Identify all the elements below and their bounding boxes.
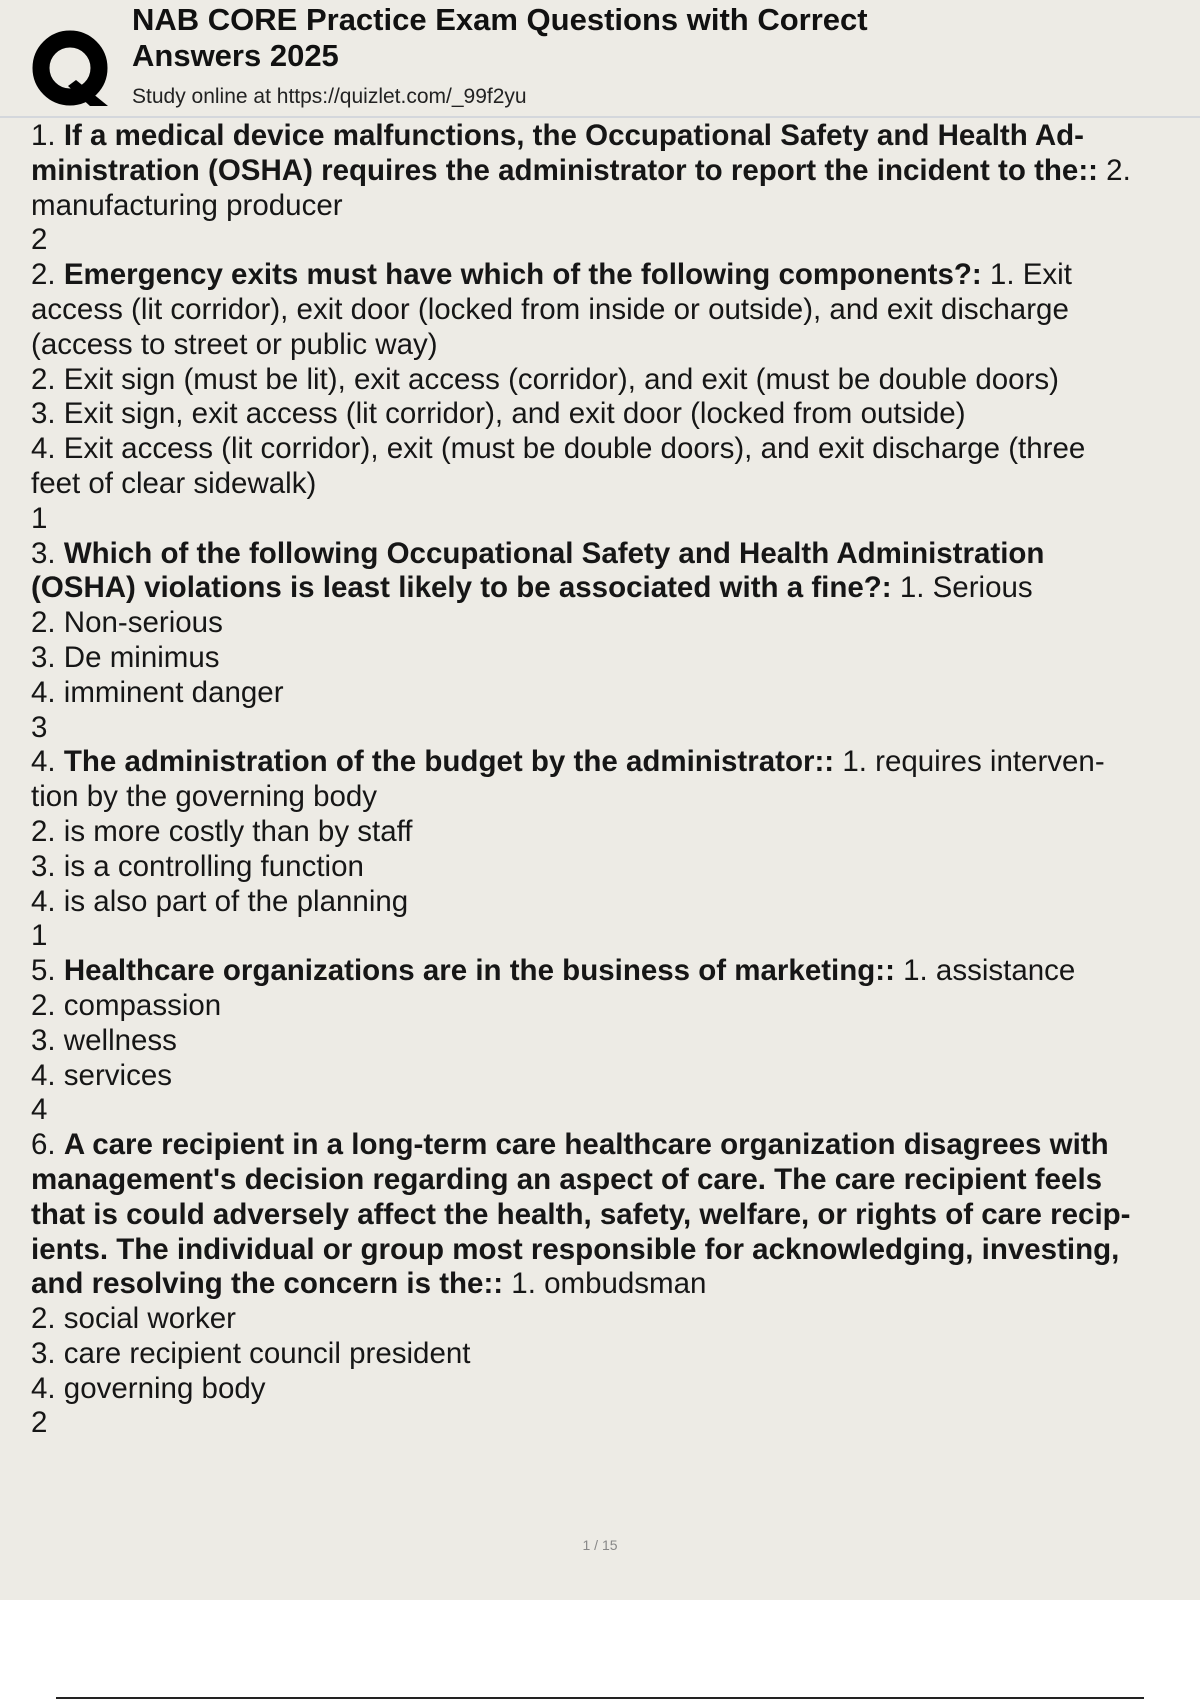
- answer-text: 1: [31, 919, 48, 953]
- answer-text: 4.: [31, 745, 64, 779]
- text-line: [31, 1406, 1200, 1441]
- answer-text: 2: [31, 223, 48, 257]
- text-line: [31, 954, 1200, 989]
- question-text: and resolving the concern is the::: [31, 1267, 504, 1301]
- question-text: that is could adversely affect the health, safety, welfare, or rights of care recip-: [31, 1197, 1131, 1231]
- text-line: [31, 1337, 1200, 1372]
- text-line: [31, 885, 1200, 920]
- text-line: [31, 850, 1200, 885]
- text-line: [31, 1267, 1200, 1302]
- answer-text: 6.: [31, 1128, 64, 1162]
- answer-text: 2. compassion: [31, 988, 222, 1022]
- text-line: [31, 780, 1200, 815]
- text-line: [31, 1302, 1200, 1337]
- text-line: [31, 1198, 1200, 1233]
- study-online-link[interactable]: Study online at https://quizlet.com/_99f2yu: [132, 85, 527, 108]
- question-text: Healthcare organizations are in the business of marketing::: [63, 954, 895, 988]
- answer-text: 1: [31, 501, 48, 535]
- text-line: [31, 502, 1200, 537]
- text-line: [31, 363, 1200, 398]
- page-indicator: 1 / 15: [582, 1537, 618, 1553]
- text-line: [31, 745, 1200, 780]
- page-bottom-rule: [56, 1697, 1144, 1699]
- text-line: [31, 154, 1200, 189]
- text-line: [31, 815, 1200, 850]
- question-text: management's decision regarding an aspect of care. The care recipient feels: [31, 1162, 1103, 1196]
- answer-text: 4. services: [31, 1058, 172, 1092]
- question-text: A care recipient in a long-term care healthcare organization disagrees with: [63, 1128, 1109, 1162]
- question-text: The administration of the budget by the administrator::: [63, 745, 835, 779]
- question-text: (OSHA) violations is least likely to be associated with a fine?:: [31, 571, 892, 605]
- answer-text: (access to street or public way): [31, 327, 438, 361]
- answer-text: 3.: [31, 536, 64, 570]
- page-title: [132, 2, 1032, 74]
- question-text: ients. The individual or group most responsible for acknowledging, investing,: [31, 1232, 1120, 1266]
- answer-text: 1. requires interven-: [834, 745, 1105, 779]
- answer-text: 2: [31, 1406, 48, 1440]
- answer-text: 4. Exit access (lit corridor), exit (must be double doors), and exit discharge (three: [31, 432, 1086, 466]
- answer-text: manufacturing producer: [31, 188, 343, 222]
- text-line: [31, 1024, 1200, 1059]
- text-line: [31, 397, 1200, 432]
- text-line: [31, 1372, 1200, 1407]
- text-line: [31, 1059, 1200, 1094]
- question-list: [31, 119, 1200, 1441]
- text-line: [31, 711, 1200, 746]
- question-text: If a medical device malfunctions, the Occupational Safety and Health Ad-: [63, 119, 1084, 152]
- text-line: [31, 119, 1200, 154]
- answer-text: 3. De minimus: [31, 640, 220, 674]
- answer-text: feet of clear sidewalk): [31, 466, 317, 500]
- answer-text: 4. governing body: [31, 1371, 266, 1405]
- text-line: [31, 989, 1200, 1024]
- text-line: [31, 571, 1200, 606]
- text-line: [31, 189, 1200, 224]
- answer-text: 4: [31, 1093, 48, 1127]
- document-header: [0, 0, 1200, 118]
- answer-text: 1. Serious: [891, 571, 1033, 605]
- text-line: [31, 919, 1200, 954]
- title-line-1: NAB CORE Practice Exam Questions with Correct: [132, 2, 868, 37]
- answer-text: 3. care recipient council president: [31, 1336, 471, 1370]
- title-line-2: Answers 2025: [132, 38, 339, 73]
- text-line: [31, 1093, 1200, 1128]
- answer-text: 2. Non-serious: [31, 606, 223, 640]
- answer-text: 3: [31, 710, 48, 744]
- text-line: [31, 432, 1200, 467]
- text-line: [31, 1128, 1200, 1163]
- answer-text: 1. assistance: [894, 954, 1076, 988]
- answer-text: tion by the governing body: [31, 780, 378, 814]
- text-line: [31, 1233, 1200, 1268]
- answer-text: 2.: [31, 258, 64, 292]
- text-line: [31, 293, 1200, 328]
- question-text: Emergency exits must have which of the following components?:: [63, 258, 982, 292]
- answer-text: 2. Exit sign (must be lit), exit access (corridor), and exit (must be double doors): [31, 362, 1059, 396]
- answer-text: 4. is also part of the planning: [31, 884, 409, 918]
- answer-text: 1. Exit: [981, 258, 1072, 292]
- text-line: [31, 641, 1200, 676]
- text-line: [31, 1163, 1200, 1198]
- text-line: [31, 258, 1200, 293]
- answer-text: 3. Exit sign, exit access (lit corridor), and exit door (locked from outside): [31, 397, 966, 431]
- text-line: [31, 537, 1200, 572]
- answer-text: 1.: [31, 119, 64, 152]
- text-line: [31, 676, 1200, 711]
- question-text: Which of the following Occupational Safety and Health Administration: [63, 536, 1045, 570]
- text-line: [31, 223, 1200, 258]
- question-text: ministration (OSHA) requires the administrator to report the incident to the::: [31, 153, 1098, 187]
- answer-text: 2.: [1097, 153, 1131, 187]
- answer-text: access (lit corridor), exit door (locked from inside or outside), and exit discharge: [31, 292, 1069, 326]
- text-line: [31, 606, 1200, 641]
- answer-text: 4. imminent danger: [31, 675, 284, 709]
- answer-text: 3. is a controlling function: [31, 849, 364, 883]
- answer-text: 2. social worker: [31, 1302, 236, 1336]
- text-line: [31, 467, 1200, 502]
- answer-text: 3. wellness: [31, 1023, 177, 1057]
- answer-text: 5.: [31, 954, 64, 988]
- answer-text: 1. ombudsman: [503, 1267, 707, 1301]
- quizlet-q-logo-icon: [32, 30, 112, 110]
- answer-text: 2. is more costly than by staff: [31, 814, 413, 848]
- text-line: [31, 328, 1200, 363]
